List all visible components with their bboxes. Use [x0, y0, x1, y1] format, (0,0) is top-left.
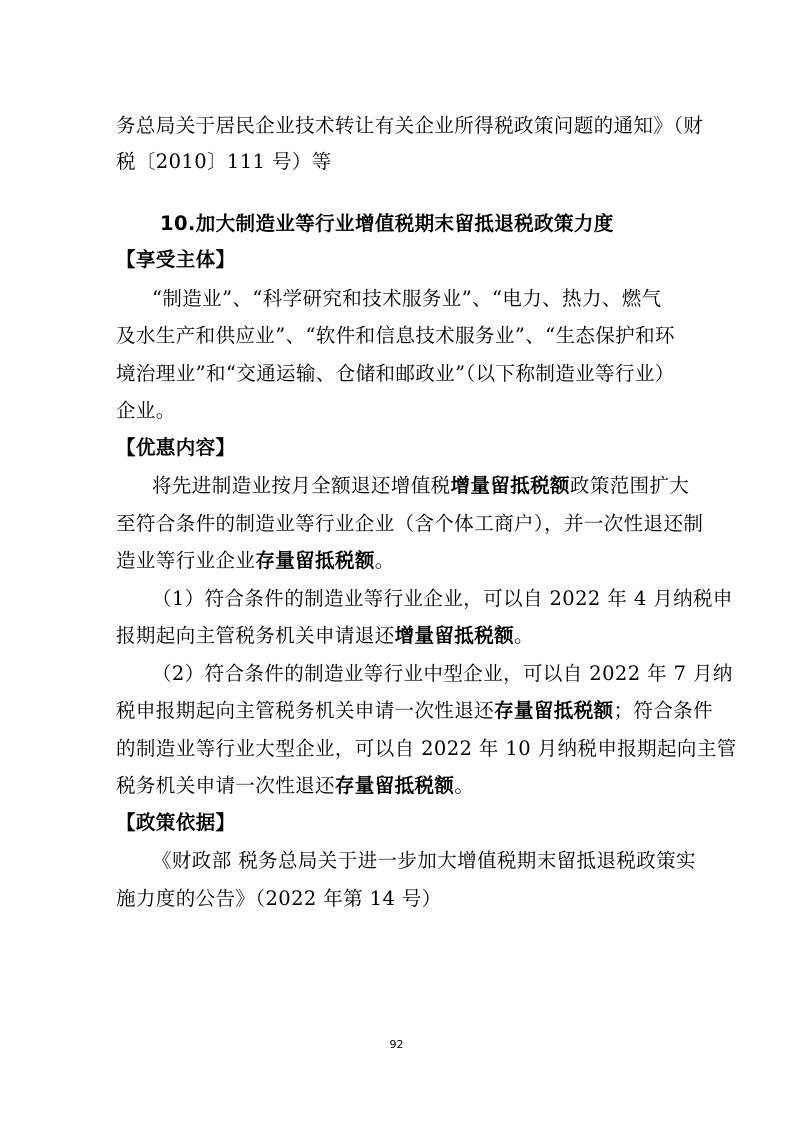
paragraph-line: [116, 773, 696, 799]
paragraph-line: [116, 698, 714, 724]
heading-subject: 【享受主体】: [116, 248, 236, 271]
text-run: 。: [454, 774, 475, 797]
text-run: 。: [514, 624, 534, 647]
text-run: 。: [374, 549, 395, 572]
bold-term: 增量留抵税额: [394, 624, 515, 647]
paragraph-line: （1）符合条件的制造业等行业企业，可以自 2022 年 4 月纳税申: [152, 587, 733, 610]
paragraph-line: [116, 548, 696, 574]
text-run: 税务机关申请一次性退还: [116, 774, 335, 797]
text-run: 税申报期起向主管税务机关申请一次性退还: [116, 699, 495, 722]
paragraph-line: 至符合条件的制造业等行业企业（含个体工商户），并一次性退还制: [116, 512, 704, 535]
text-run: 造业等行业企业: [116, 549, 256, 572]
text-run: 报期起向主管税务机关申请退还: [116, 624, 395, 647]
bold-term: 增量留抵税额: [450, 474, 570, 497]
page-number: 92: [389, 1038, 404, 1051]
paragraph-line: 境治理业”和“交通运输、仓储和邮政业”（以下称制造业等行业）: [116, 362, 675, 385]
paragraph-line: 《财政部 税务总局关于进一步加大增值税期末留抵退税政策实: [152, 849, 696, 872]
paragraph-line: 企业。: [116, 399, 176, 422]
bold-term: 存量留抵税额: [334, 774, 455, 797]
text-run: 将先进制造业按月全额退还增值税: [152, 474, 451, 497]
bold-term: 存量留抵税额: [255, 549, 375, 572]
section-title: 10.加大制造业等行业增值税期末留抵退税政策力度: [160, 212, 614, 235]
paragraph-line: [152, 473, 732, 499]
text-run: ；符合条件: [613, 699, 714, 722]
paragraph-line: 务总局关于居民企业技术转让有关企业所得税政策问题的通知》（财: [116, 114, 704, 137]
paragraph-line: 及水生产和供应业”、“软件和信息技术服务业”、“生态保护和环: [116, 324, 675, 347]
paragraph-line: 税〔2010〕111 号）等: [116, 150, 332, 173]
paragraph-line: 施力度的公告》（2022 年第 14 号）: [116, 887, 442, 910]
bold-term: 存量留抵税额: [494, 699, 614, 722]
paragraph-line: [116, 623, 696, 649]
text-run: 政策范围扩大: [569, 474, 690, 497]
paragraph-line: 的制造业等行业大型企业，可以自 2022 年 10 月纳税申报期起向主管: [116, 737, 737, 760]
heading-content: 【优惠内容】: [116, 436, 236, 459]
paragraph-line: “制造业”、“科学研究和技术服务业”、“电力、热力、燃气: [152, 287, 662, 310]
heading-basis: 【政策依据】: [116, 811, 236, 834]
paragraph-line: （2）符合条件的制造业等行业中型企业，可以自 2022 年 7 月纳: [152, 662, 733, 685]
